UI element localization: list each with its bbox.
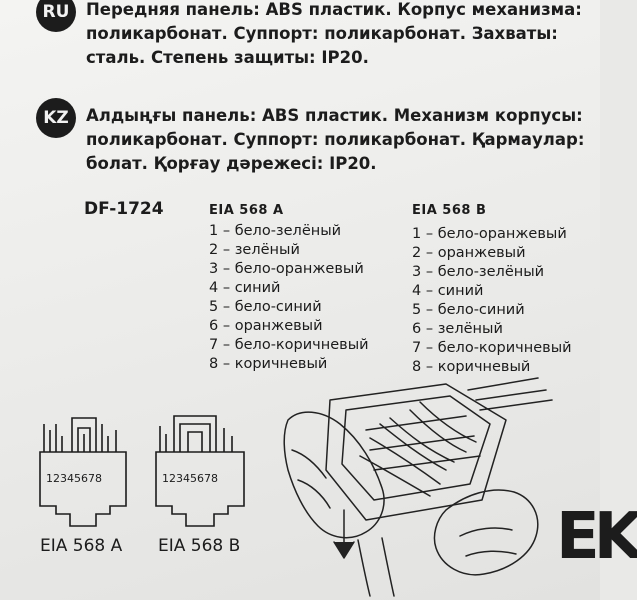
installation-illustration [270, 360, 560, 600]
wire-item: 3 – бело-оранжевый [209, 261, 364, 277]
standard-a-title: EIA 568 A [209, 203, 284, 218]
wire-item: 4 – синий [209, 280, 281, 296]
spec-line: Передняя панель: ABS пластик. Корпус механизма: [86, 0, 582, 19]
wire-item: 7 – бело-коричневый [412, 340, 572, 356]
spec-line: поликарбонат. Суппорт: поликарбонат. Захваты: [86, 24, 558, 43]
jack-b-caption: EIA 568 B [158, 536, 241, 556]
wire-item: 6 – оранжевый [209, 318, 323, 334]
wire-item: 1 – бело-зелёный [209, 223, 342, 239]
wire-list-b [412, 225, 572, 377]
spec-paragraph-ru [86, 0, 596, 70]
wire-item: 8 – коричневый [209, 356, 328, 372]
wire-item: 2 – зелёный [209, 242, 300, 258]
model-number: DF-1724 [84, 199, 164, 219]
spec-line: Алдыңғы панель: ABS пластик. Механизм корпусы: [86, 106, 583, 125]
wire-item: 1 – бело-оранжевый [412, 226, 567, 242]
wire-item: 3 – бело-зелёный [412, 264, 545, 280]
wire-item: 5 – бело-синий [412, 302, 525, 318]
rj45-jack-a-diagram [38, 410, 134, 534]
wire-item: 2 – оранжевый [412, 245, 526, 261]
wire-item: 5 – бело-синий [209, 299, 322, 315]
pin-numbers: 12345678 [162, 472, 218, 485]
wire-item: 4 – синий [412, 283, 484, 299]
spec-line: сталь. Степень защиты: IP20. [86, 48, 369, 67]
wire-item: 6 – зелёный [412, 321, 503, 337]
spec-line: болат. Қорғау дәрежесі: IP20. [86, 154, 377, 173]
rj45-jack-b-diagram [152, 410, 252, 534]
language-badge-ru: RU [36, 0, 76, 32]
spec-line: поликарбонат. Суппорт: поликарбонат. Қармаулар: [86, 130, 585, 149]
wire-list-a [209, 222, 369, 374]
standard-b-title: EIA 568 B [412, 203, 487, 218]
pin-numbers: 12345678 [46, 472, 102, 485]
language-badge-kz: KZ [36, 98, 76, 138]
brand-logo: EK [556, 500, 637, 574]
wire-item: 7 – бело-коричневый [209, 337, 369, 353]
jack-a-caption: EIA 568 A [40, 536, 123, 556]
spec-paragraph-kz [86, 104, 596, 176]
wire-item: 8 – коричневый [412, 359, 531, 375]
